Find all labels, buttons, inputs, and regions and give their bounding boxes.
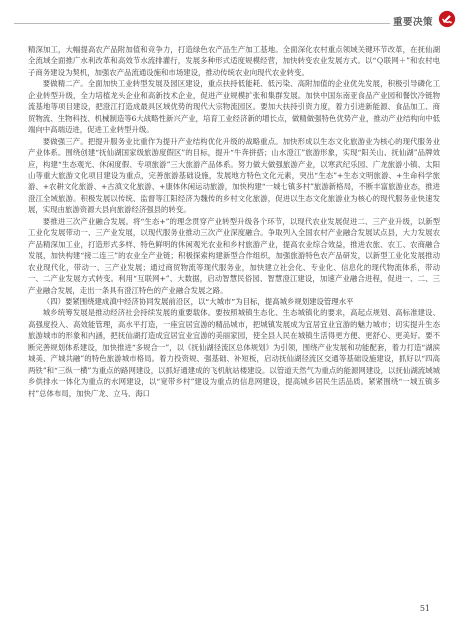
page-header <box>0 8 468 34</box>
paragraph: 城乡统筹发展是推动经济社会持续发展的重要载体。要按照城镇生态化、生态城镇化的要求，高起点规划、高标准建设、高强度投入、高效能管理，高水平打造，一座宜居宜游的精品城市，把城镇发展成为宜居宜业宜游的魅力城市；切实提升生态旅游城市的形象和内涵，把抚仙湖打造成宜居宜业宜游的美丽家园，使全县人民在城镇生活得更方便、更舒心、更美好。要不断完善规划体系建设，加快推进“多规合一”，以《抚仙湖径流区总体规划》为引领，围绕产业发展和功能配套，着力打造“湖滨城美、产城共融”的特色旅游城市格局。着力投资规、强基础、补短板，启动抚仙湖径流区交通等基础设施建设，抓好以“四高两铁”和“三纵一横”为重点的路网建设，以抓好通建成的飞机航站楼建设。以管道天然气为重点的能源网建设，以抚仙湖流域城乡供排水一体化为重点的水网建设，以“宽带乡村”建设为重点的信息网建设，提高城乡居民生活品质。紧紧围绕“一城五镇多村”总体布局，加快广龙、立马、海口 <box>28 308 440 398</box>
header-rule <box>14 23 416 24</box>
section-heading: （四）要紧围绕建成滇中经济协同发展前沿区，以“大城市”为目标，提高城乡规划建设管理水平 <box>42 296 354 306</box>
paragraph: 要做强三产。把提升服务业比重作为提升产业结构优化升级的战略重点。加快形成以生态文化旅游业为核心的现代服务业产业体系。围绕创建“抚仙湖国家级旅游度假区”的目标，提升“牛奔拼搭；山水澄江”旅游形象，实现“阳关山、抚仙湖”品牌效应，构建“生态观光、休闲度假、专项旅游”三大旅游产品体系。努力做大做强旅游产业，以寒武纪乐园、广龙旅游小镇、太阳山等重大旅游文化项目建设为重点，完善旅游基础设施，发展地方特色文化元素，突出“生态”+生态文明旅游、+生命科学旅游、+农耕文化旅游、+古滇文化旅游、+康体休闲运动旅游，加快构建“一城七镇多村”旅游新格局，不断丰富旅游业态，推进澄江全域旅游。积极发展以传统、监督等江阳经济为魏传的乡村文化旅游，促进以生态文化旅游业为核心的现代服务业快速发展，实现由旅游资源大县向旅游经济强县的转变。 <box>28 136 440 215</box>
article-body <box>28 44 440 592</box>
party-emblem-icon <box>438 10 456 28</box>
section-title: 重要决策 <box>390 14 436 28</box>
paragraph: 要做精二产。全面加快工业转型发展及园区建设，重点扶持低能耗、低污染、高附加值的企业优先发展，积极引导磷化工企业转型升级，全力培植龙头企业和高新技术企业，促进产业规模扩张和集群发展。加快中国东南亚食品产业园和餐饮冷链物流基地等项目建设，把澄江打造成最具区域优势的现代大宗物流园区。要加大扶持引资力度，着力引进新能源、食品加工、商贸物流、生物科技、机械制造等6大战略性新兴产业，培育工业经济新的增长点，做精做强特色优势产业，推动产业结构向中低端向中高端迈进，促进工业转型升级。 <box>28 79 440 135</box>
paragraph: 要推进三次产业融合发展。将“生态+”的理念贯穿产业转型升级各个环节，以现代农业发展促进二、三产业升级，以新型工业化发展带动一、三产业发展，以现代服务业推动三次产业深度融合。争取列入全国农村产业融合发展试点县，大力发展农产品精深加工业，打造形式多样、特色鲜明的休闲观光农业和乡村旅游产业，提高农业综合效益，推进农旅、农工、农商融合发展，加快构建“接二连三”的农业全产业链；积极探索构建新型合作组织，加强旅游特色农产品研发，以新型工业化发展推动农业现代化，带动一、三产业发展；通过商贸物流等现代服务业，加快建立社会化、专业化、信息化的现代物流体系，带动一、二产业发展方式转变。利用“互联网+”、大数据，启动智慧民俗园、智慧澄江建设，加速产业融合进程，促进一、二、三产业融合发展，走出一条具有澄江特色的产业融合发展之路。 <box>28 216 440 295</box>
paragraph: 精深加工，大幅提高农产品附加值和竞争力，打造绿色农产品生产加工基地。全面深化农村重点领域关键环节改革，在抚仙湖全流域全面推广水利改革和高效节水流排灌行，发展多种形式适度规模经营，加快转变农业发展方式。以“Ｑ联网＋”和农村电子商务建设为契机，加强农产品流通设施和市场建设，推动传统农业向现代农业转变。 <box>28 45 440 77</box>
page-number: 51 <box>419 604 430 613</box>
